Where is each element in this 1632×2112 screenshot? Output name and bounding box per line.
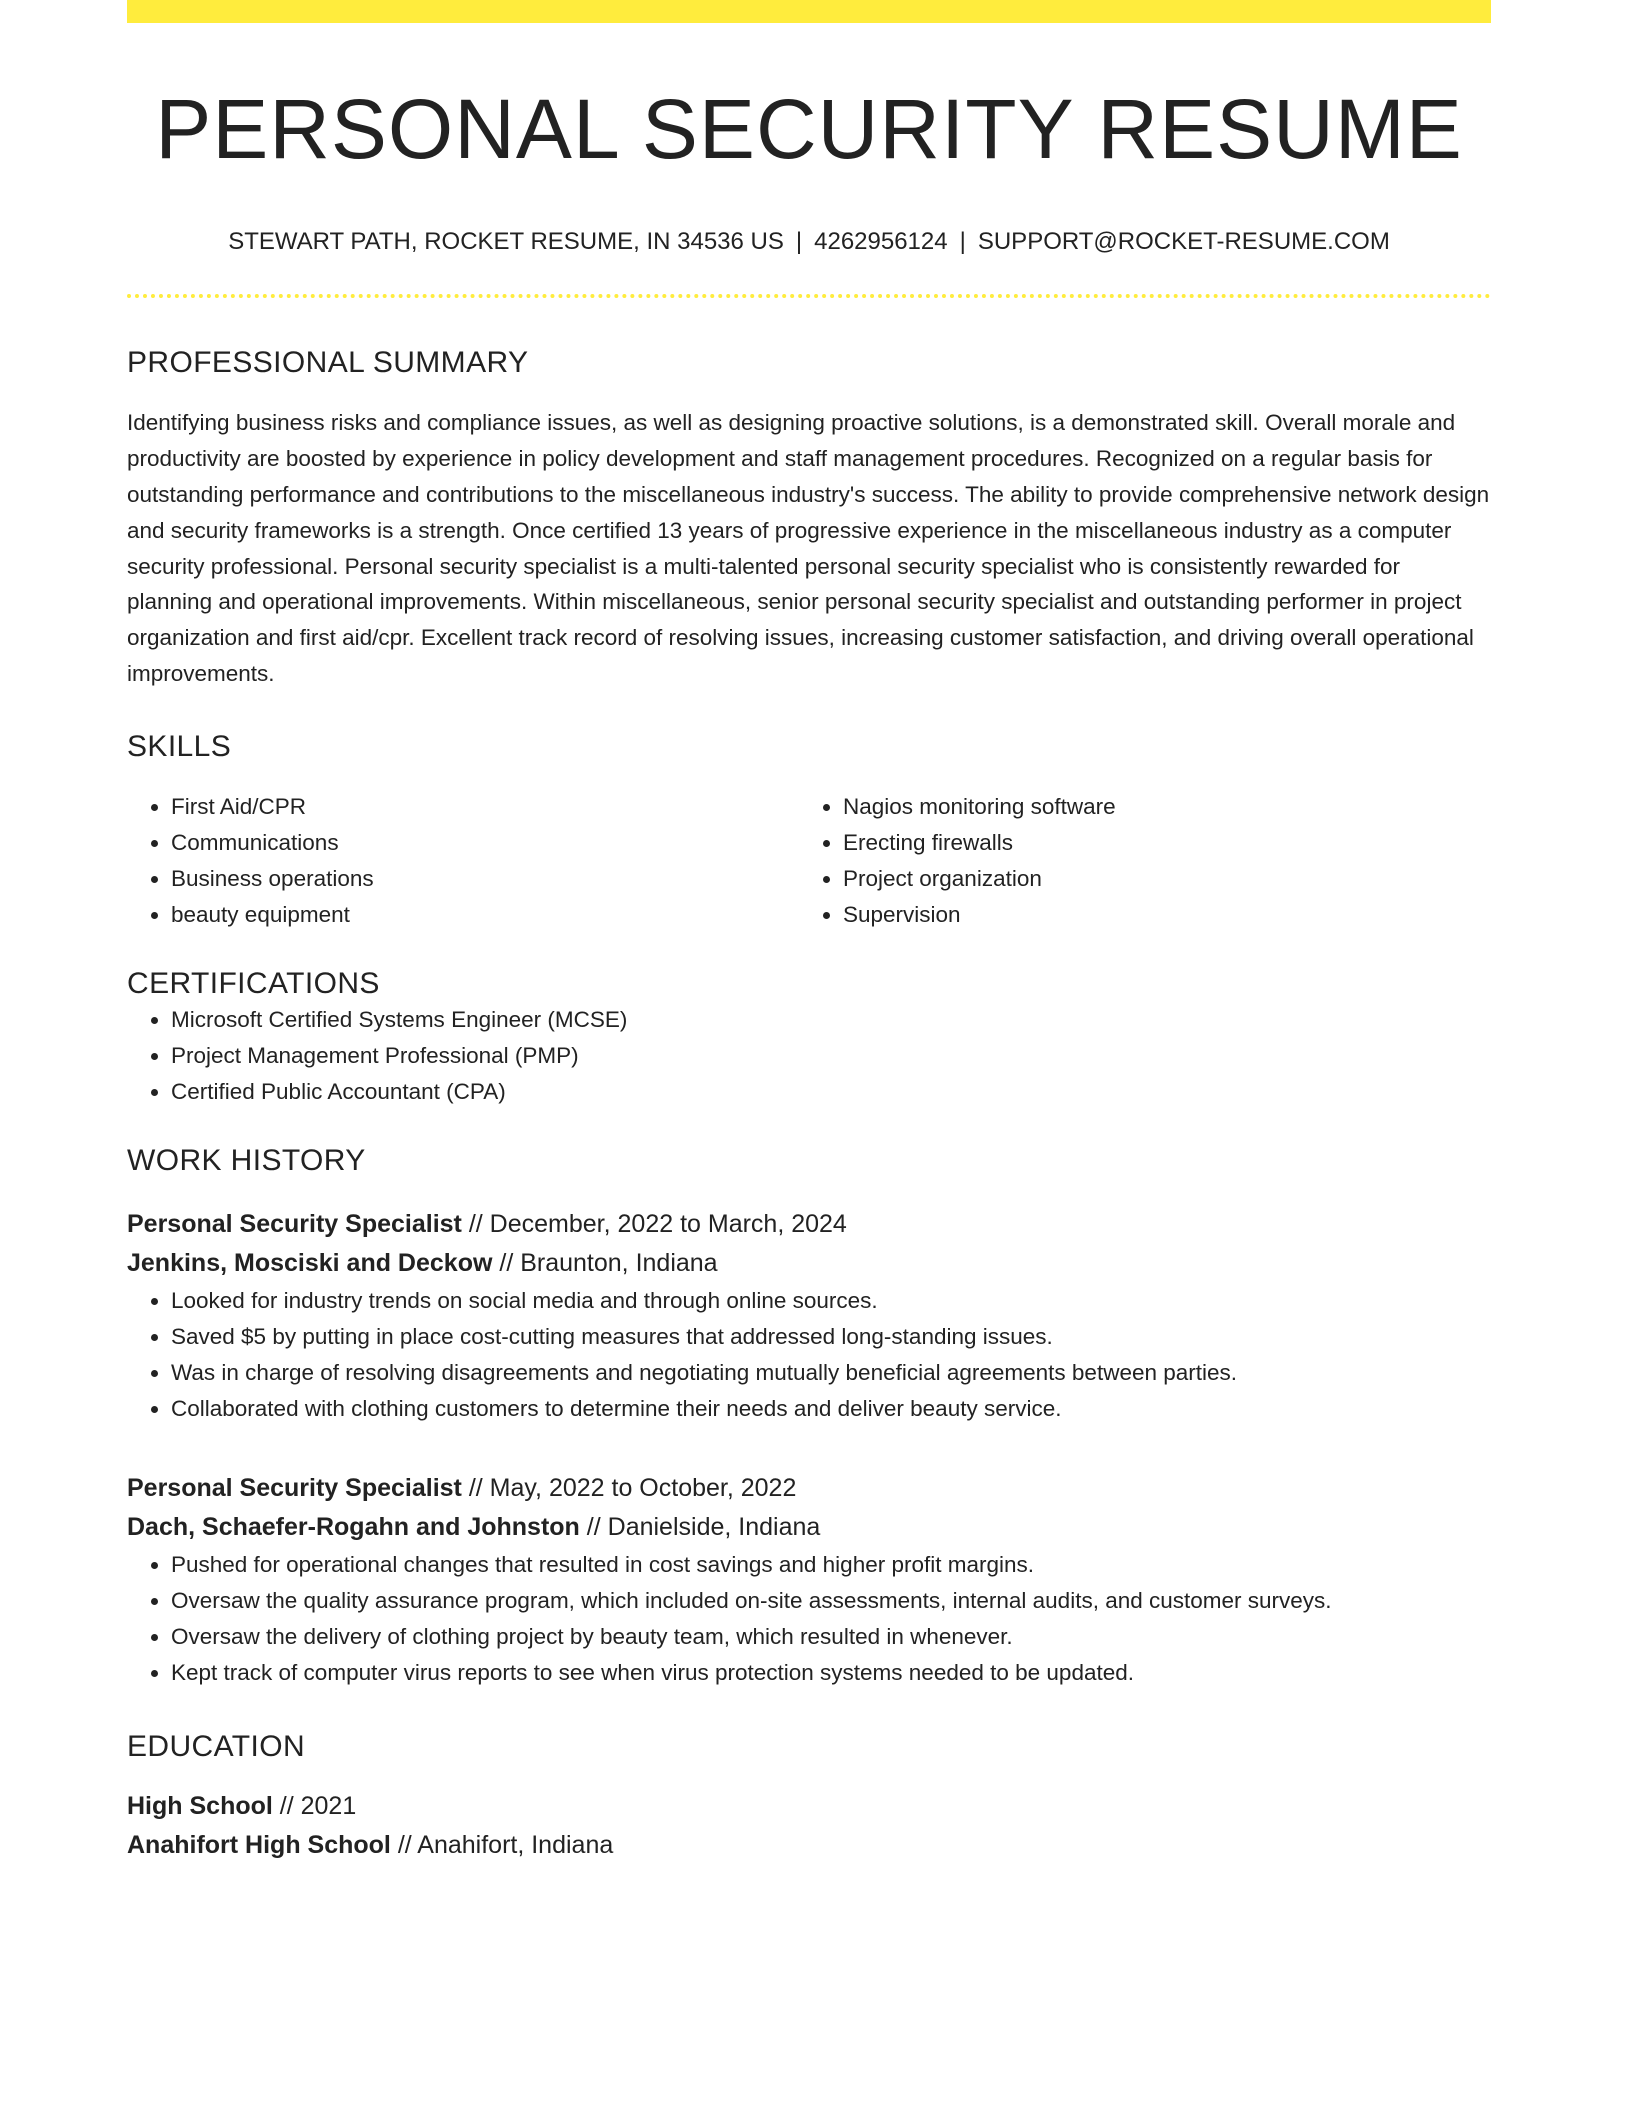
contact-phone: 4262956124 <box>814 227 948 255</box>
resume-page <box>127 0 1491 1865</box>
summary-text: Identifying business risks and compliance issues, as well as designing proactive solutions, is a demonstrated skill. Overall morale and productivity are boosted by experience in policy development and staff management procedures. Recognized on a regular basis for outstanding performance and contributions to the miscellaneous industry's success. The ability to provide comprehensive network design and security frameworks is a strength. Once certified 13 years of progressive experience in the miscellaneous industry as a computer security professional. Personal security specialist is a multi-talented personal security specialist who is consistently rewarded for planning and operational improvements. Within miscellaneous, senior personal security specialist and outstanding performer in project organization and first aid/cpr. Excellent track record of resolving issues, increasing customer satisfaction, and driving overall operational improvements. <box>127 410 1490 686</box>
job-dates: // December, 2022 to March, 2024 <box>468 1209 847 1238</box>
contact-address: STEWART PATH, ROCKET RESUME, IN 34536 US <box>228 227 784 255</box>
education-year: // 2021 <box>279 1791 357 1820</box>
job-bullet: • Looked for industry trends on social media and through online sources. <box>171 1283 1491 1319</box>
job-bullet: • Oversaw the delivery of clothing project by beauty team, which resulted in whenever. <box>171 1619 1491 1655</box>
job-company: Dach, Schaefer-Rogahn and Johnston <box>127 1512 580 1541</box>
job-bullet: • Saved $5 by putting in place cost-cutting measures that addressed long-standing issues. <box>171 1319 1491 1355</box>
certifications-heading: CERTIFICATIONS <box>127 966 380 1000</box>
skills-column-right <box>799 789 1471 933</box>
job-position-line <box>127 1469 1491 1508</box>
skill-item: • Communications <box>171 825 799 861</box>
job-bullets <box>127 1283 1491 1427</box>
work-history-heading: WORK HISTORY <box>127 1143 366 1177</box>
education-degree: High School <box>127 1791 273 1820</box>
certifications-list <box>127 1002 1491 1110</box>
education-location: // Anahifort, Indiana <box>397 1830 614 1859</box>
resume-title: PERSONAL SECURITY RESUME <box>155 82 1463 176</box>
job-position: Personal Security Specialist <box>127 1209 462 1238</box>
skills-list-left <box>127 789 799 933</box>
education-heading: EDUCATION <box>127 1729 306 1763</box>
job-position-line <box>127 1205 1491 1244</box>
job-bullet: • Kept track of computer virus reports to see when virus protection systems needed to be updated. <box>171 1655 1491 1691</box>
skill-item: • First Aid/CPR <box>171 789 799 825</box>
job-company: Jenkins, Mosciski and Deckow <box>127 1248 493 1277</box>
education-degree-line <box>127 1787 1491 1826</box>
header-divider <box>127 294 1491 298</box>
skill-item: • Project organization <box>843 861 1471 897</box>
job-location: // Danielside, Indiana <box>586 1512 821 1541</box>
skill-item: • beauty equipment <box>171 897 799 933</box>
education-entry <box>127 1787 1491 1865</box>
contact-line <box>127 228 1491 257</box>
job-bullet: • Pushed for operational changes that resulted in cost savings and higher profit margins. <box>171 1547 1491 1583</box>
skills-grid <box>127 789 1491 933</box>
skills-heading: SKILLS <box>127 729 232 763</box>
education-school-line <box>127 1826 1491 1865</box>
job-bullets <box>127 1547 1491 1691</box>
contact-separator: | <box>795 227 803 255</box>
skills-column-left <box>127 789 799 933</box>
skill-item: • Nagios monitoring software <box>843 789 1471 825</box>
skills-list-right <box>799 789 1471 933</box>
job-bullet: • Oversaw the quality assurance program, which included on-site assessments, internal audits, and customer surveys. <box>171 1583 1491 1619</box>
job-bullet: • Collaborated with clothing customers to determine their needs and deliver beauty service. <box>171 1391 1491 1427</box>
job-company-line <box>127 1244 1491 1283</box>
job-entry <box>127 1469 1491 1691</box>
certification-item: • Microsoft Certified Systems Engineer (MCSE) <box>171 1002 1491 1038</box>
job-position: Personal Security Specialist <box>127 1473 462 1502</box>
top-accent-bar <box>127 0 1491 23</box>
job-company-line <box>127 1508 1491 1547</box>
education-school: Anahifort High School <box>127 1830 391 1859</box>
contact-separator: | <box>959 227 966 255</box>
skill-item: • Business operations <box>171 861 799 897</box>
skill-item: • Erecting firewalls <box>843 825 1471 861</box>
skill-item: • Supervision <box>843 897 1471 933</box>
contact-email: SUPPORT@ROCKET-RESUME.COM <box>977 227 1390 255</box>
job-dates: // May, 2022 to October, 2022 <box>468 1473 797 1502</box>
certification-item: • Certified Public Accountant (CPA) <box>171 1074 1491 1110</box>
job-bullet: • Was in charge of resolving disagreements and negotiating mutually beneficial agreements between parties. <box>171 1355 1491 1391</box>
job-entry <box>127 1205 1491 1427</box>
certification-item: • Project Management Professional (PMP) <box>171 1038 1491 1074</box>
job-location: // Braunton, Indiana <box>499 1248 718 1277</box>
summary-heading: PROFESSIONAL SUMMARY <box>127 346 529 380</box>
